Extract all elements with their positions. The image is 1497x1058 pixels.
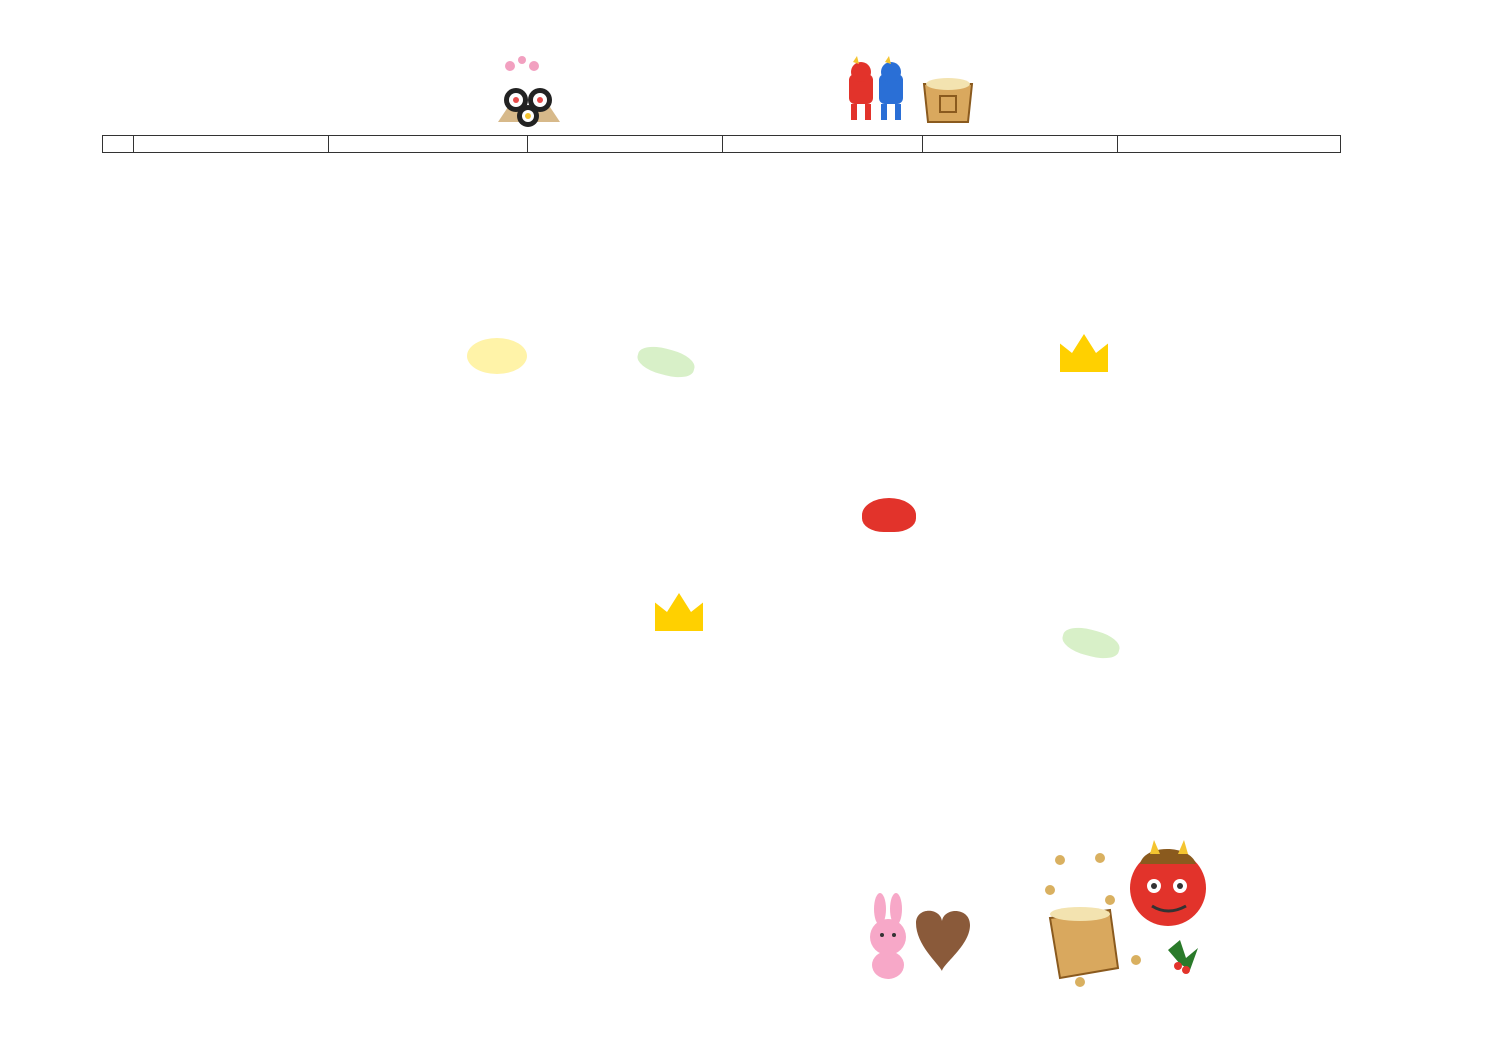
corner-cell — [103, 136, 134, 153]
weekday-fri — [923, 136, 1118, 153]
ehomaki-icon — [490, 52, 568, 134]
bunny-valentine-icon — [858, 893, 988, 983]
weekday-mon — [134, 136, 329, 153]
notes-section — [104, 818, 1004, 822]
request-sticker-wed — [635, 342, 698, 382]
request-sticker-fri — [1060, 623, 1123, 663]
weekday-header-row — [103, 136, 1341, 153]
masu-bean-box-icon — [918, 70, 978, 128]
oni-pair-icon — [845, 56, 910, 126]
title-area — [490, 42, 990, 137]
weekday-tue — [329, 136, 528, 153]
ninki-sticker-wed — [655, 593, 703, 631]
weekday-sat — [1118, 136, 1341, 153]
menu-calendar — [102, 135, 1341, 153]
weekday-thu — [723, 136, 923, 153]
valentine-heart-sticker-small — [862, 498, 916, 532]
ninki-sticker-fri — [1060, 334, 1108, 372]
birthday-sticker — [467, 338, 527, 374]
weekday-wed — [528, 136, 723, 153]
oni-bean-box-icon — [1040, 840, 1220, 990]
